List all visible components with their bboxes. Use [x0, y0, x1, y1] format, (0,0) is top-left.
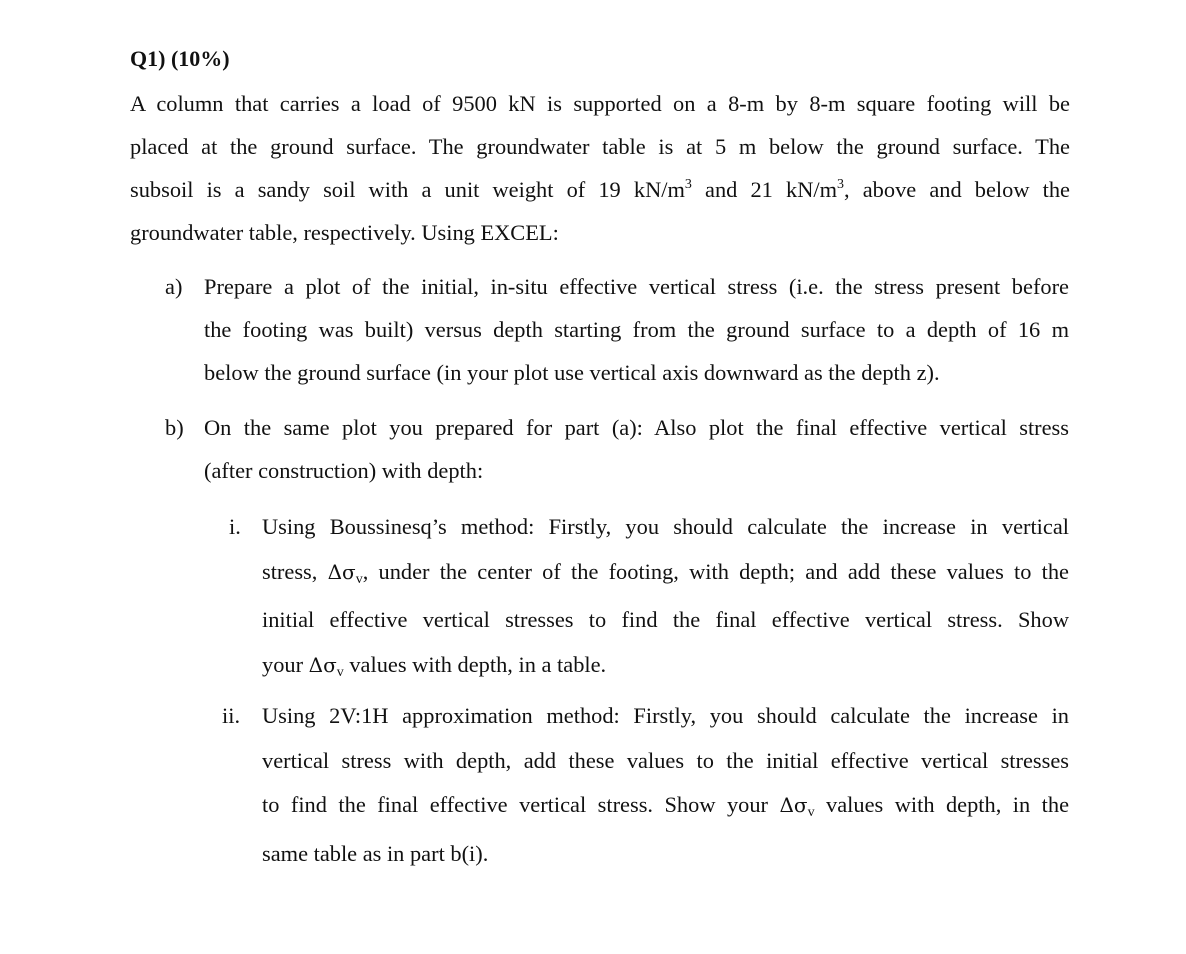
intro-line-4: groundwater table, respectively. Using EXCEL:: [130, 220, 559, 245]
subscript-v: v: [336, 664, 344, 680]
subscript-v: v: [807, 805, 815, 820]
part-b-i-line-4-start: your: [262, 651, 309, 677]
part-b-i-text: [262, 505, 1069, 691]
part-b-ii-line-4: same table as in part b(i).: [262, 840, 489, 866]
part-b-i-line-2-end: , under the center of the footing, with depth; and add these values to the: [362, 558, 1069, 584]
superscript-exponent: 3: [684, 177, 692, 192]
part-b-ii-line-2: vertical stress with depth, add these values to the initial effective vertical stresses: [262, 747, 1069, 773]
intro-line-2: placed at the ground surface. The groundwater table is at 5 m below the ground surface. The: [130, 134, 1070, 159]
intro-line-1: A column that carries a load of 9500 kN is supported on a 8-m by 8-m square footing will be: [130, 91, 1070, 116]
delta-sigma-symbol: Δσ: [327, 559, 356, 584]
intro-line-3-middle: and 21 kN/m: [705, 177, 838, 202]
part-b-ii-line-3-end: values with depth, in the: [814, 792, 1070, 817]
part-b-i-line-1: Using Boussinesq’s method: Firstly, you should calculate the increase in vertical: [262, 514, 1069, 539]
part-b-i-line-2-start: stress,: [262, 558, 328, 584]
part-b-line-1: On the same plot you prepared for part (a): Also plot the final effective vertical stress: [204, 415, 1069, 440]
part-b-i-line-2: [262, 550, 1069, 599]
delta-sigma-symbol: Δσ: [308, 652, 337, 677]
part-b-text: [204, 406, 1069, 492]
part-a-line-1: Prepare a plot of the initial, in-situ effective vertical stress (i.e. the stress present before: [204, 274, 1069, 299]
question-heading: Q1) (10%): [130, 46, 230, 71]
intro-line-3: [130, 168, 1070, 211]
part-a-line-3: below the ground surface (in your plot use vertical axis downward as the depth z).: [204, 360, 940, 385]
part-a-text: [204, 265, 1069, 394]
part-b-line-2: (after construction) with depth:: [204, 458, 484, 483]
part-a-line-2: the footing was built) versus depth starting from the ground surface to a depth of 16 m: [204, 317, 1069, 342]
part-b-i-line-4: [262, 643, 1069, 692]
delta-sigma-symbol: Δσ: [779, 793, 808, 817]
part-b-ii-line-3-start: to find the final effective vertical stress. Show your: [262, 792, 780, 817]
part-b-ii-marker: ii.: [222, 703, 241, 728]
superscript-exponent: 3: [837, 177, 845, 192]
part-b-ii-line-3: [262, 783, 1069, 832]
question-intro: [130, 82, 1070, 254]
part-a-marker: a): [165, 274, 183, 299]
intro-line-3-end: , above and below the: [844, 177, 1070, 202]
part-b-ii-text: [262, 694, 1069, 876]
part-b-i-line-4-end: values with depth, in a table.: [343, 651, 607, 677]
part-b-i-marker: i.: [229, 514, 241, 539]
part-b-ii-line-1: Using 2V:1H approximation method: Firstly, you should calculate the increase in: [262, 703, 1069, 728]
intro-line-3-start: subsoil is a sandy soil with a unit weight of 19 kN/m: [130, 177, 685, 202]
part-b-i-line-3: initial effective vertical stresses to find the final effective vertical stress. Show: [262, 607, 1069, 632]
subscript-v: v: [355, 571, 363, 587]
part-b-marker: b): [165, 415, 184, 440]
